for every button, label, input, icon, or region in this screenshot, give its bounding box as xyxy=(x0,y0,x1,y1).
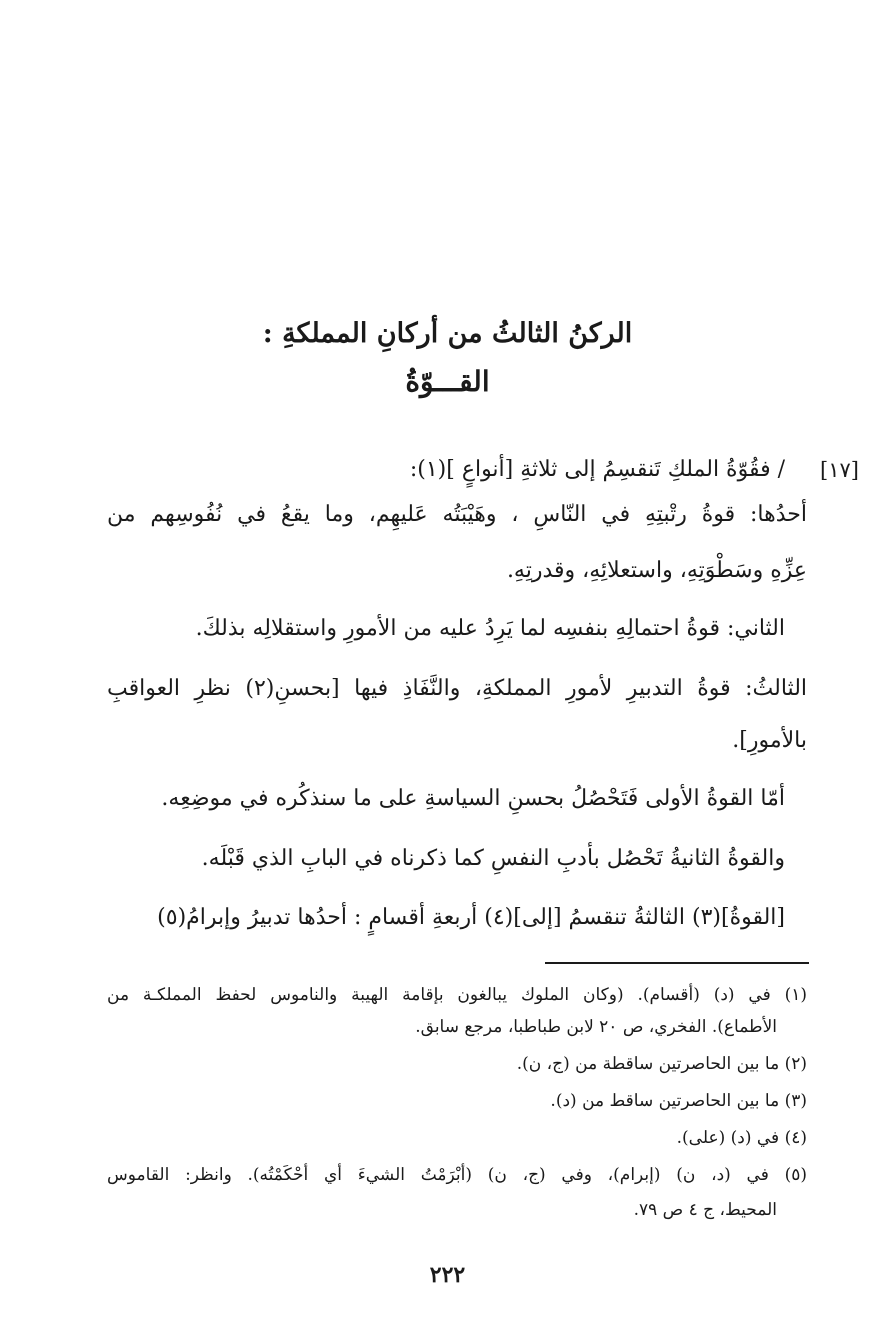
footnote-4: (٤) في (د) (على). xyxy=(676,1128,807,1148)
body-line-7: أمّا القوةُ الأولى فَتَحْصُلُ بحسنِ السياسةِ على ما سنذكُره في موضِعِه. xyxy=(161,786,785,811)
section-heading: الركنُ الثالثُ من أركانِ المملكةِ : xyxy=(262,318,633,349)
body-line-9: [القوةُ](٣) الثالثةُ تنقسمُ [إلى](٤) أربعةِ أقسامٍ : أحدُها تدبيرُ وإبرامُ(٥) xyxy=(157,905,785,930)
body-line-5: الثالثُ: قوةُ التدبيرِ لأمورِ المملكةِ، والنَّفَاذِ فيها [بحسنِ(٢) نظرِ العواقبِ xyxy=(107,676,808,701)
footnote-5: (٥) في (د، ن) (إبرام)، وفي (ج، ن) (أبْرَمْتُ الشيءَ أي أحْكَمْتُه). وانظر: القاموس xyxy=(107,1165,807,1185)
margin-page-marker: [١٧] xyxy=(820,458,859,482)
body-line-1: / فقُوّةُ الملكِ تَنقسِمُ إلى ثلاثةِ [أنواعٍ ](١): xyxy=(409,457,785,482)
body-line-4: الثاني: قوةُ احتمالِهِ بنفسِه لما يَرِدُ عليه من الأمورِ واستقلالِه بذلكَ. xyxy=(195,616,785,641)
footnote-2: (٢) ما بين الحاصرتين ساقطة من (ج، ن). xyxy=(516,1054,807,1074)
body-line-8: والقوةُ الثانيةُ تَحْصُل بأدبِ النفسِ كما ذكرناه في البابِ الذي قَبْلَه. xyxy=(201,846,785,871)
body-line-6: بالأمورِ]. xyxy=(732,728,807,753)
footnote-5-continued: المحيط، ج ٤ ص ٧٩. xyxy=(633,1200,777,1220)
page-number: ٢٢٢ xyxy=(429,1262,466,1288)
body-line-2: أحدُها: قوةُ رتْبتِهِ في النّاسِ ، وهَيْبَتُه عَليهِم، وما يقعُ في نُفُوسِهم من xyxy=(107,502,807,527)
footnote-1-continued: الأطماع). الفخري، ص ٢٠ لابن طباطبا، مرجع سابق. xyxy=(415,1017,777,1037)
footnote-3: (٣) ما بين الحاصرتين ساقط من (د). xyxy=(550,1091,807,1111)
section-subheading: القـــوّةُ xyxy=(405,365,490,398)
body-line-3: عِزِّهِ وسَطْوَتِهِ، واستعلائِهِ، وقدرتِهِ. xyxy=(506,558,807,583)
footnote-1: (١) في (د) (أقسام). (وكان الملوك يبالغون بإقامة الهيبة والناموس لحفظ المملكـة من xyxy=(107,985,807,1005)
footnote-separator xyxy=(545,962,809,964)
